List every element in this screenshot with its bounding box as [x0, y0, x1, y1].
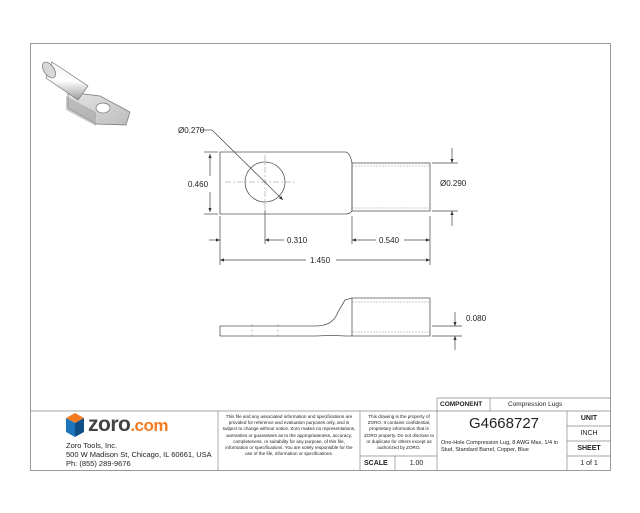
part-number: G4668727 [468, 415, 540, 432]
scale-value: 1.00 [409, 460, 424, 467]
sheet-value: 1 of 1 [580, 460, 598, 467]
company-phone: Ph: (855) 289-9676 [66, 459, 131, 468]
dim-barrel-length: 0.540 [379, 236, 400, 245]
company-address: 500 W Madison St, Chicago, IL 60661, USA [66, 450, 212, 459]
unit-value: INCH [580, 430, 598, 437]
dim-hole-dia: Ø0.270 [178, 126, 205, 135]
zoro-logo-icon [66, 413, 84, 437]
dim-hole-offset: 0.310 [287, 236, 308, 245]
component-label: COMPONENT [440, 401, 483, 408]
dim-tongue-width: 0.460 [188, 180, 209, 189]
zoro-logo: zoro.com [88, 413, 169, 436]
proprietary-text: This drawing is the property of ZORO. It contains confidential, proprietary information that is ZORO property. Do not disclose to or duplicate for others except as authorized by ZORO. [363, 414, 435, 451]
thickness-dimension [432, 312, 462, 350]
disclaimer-text: This file and any associated information and specifications are provided for reference and evaluation purposes only, and is subject to change without notice. Zoro makes no representations, warranties or guarantees as to the appropriateness, accuracy, completeness, or suitability for any purpose, of this file, information or specifications. You are solely responsible for the use of the file, information or specifications. [222, 414, 356, 457]
top-view [220, 152, 430, 214]
scale-label: SCALE [364, 460, 388, 467]
dim-overall-length: 1.450 [310, 256, 331, 265]
company-name: Zoro Tools, Inc. [66, 441, 118, 450]
dim-thickness: 0.080 [466, 314, 487, 323]
sheet-label: SHEET [577, 445, 601, 452]
component-value: Compression Lugs [508, 401, 563, 408]
side-view [220, 298, 430, 338]
isometric-thumbnail [40, 60, 130, 126]
part-description: One-Hole Compression Lug, 8 AWG Max, 1/4 in Stud, Standard Barrel, Copper, Blue [441, 440, 558, 453]
unit-label: UNIT [580, 415, 598, 422]
dim-barrel-dia: Ø0.290 [440, 179, 467, 188]
dimension-lines [200, 130, 458, 265]
